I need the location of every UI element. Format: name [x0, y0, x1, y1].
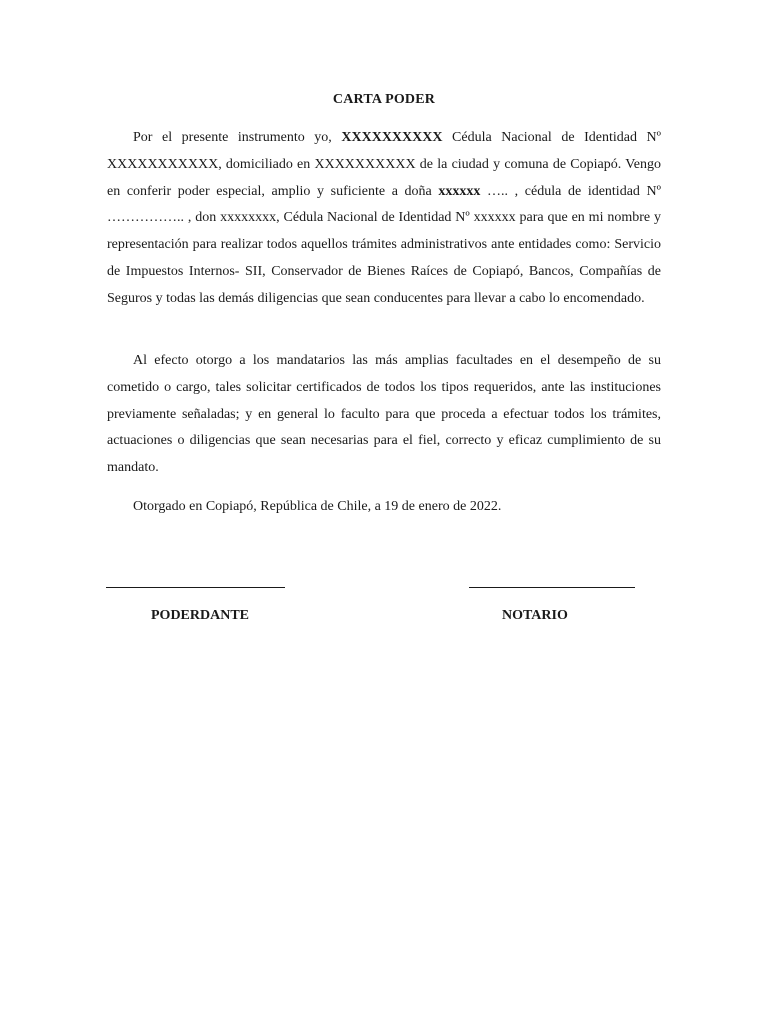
- signature-label-poderdante: PODERDANTE: [151, 608, 250, 623]
- paragraph-date-place: [107, 494, 661, 521]
- p1-text-1: Por el presente instrumento yo,: [133, 130, 342, 145]
- document-title: CARTA PODER: [332, 92, 436, 107]
- p2-text: Al efecto otorgo a los mandatarios las más amplias facultades en el desempeño de su cometido o cargo, tales solicitar certificados de todos los tipos requeridos, ante las instituciones previamente señaladas; y en general lo faculto para que proceda a efectuar todos los trámites, actuaciones o diligencias que sean necesarias para el fiel, correcto y eficaz cumplimiento de su mandato.: [107, 353, 661, 476]
- paragraph-grant-of-power: [107, 125, 661, 313]
- paragraph-faculties: [107, 348, 661, 482]
- p3-text: Otorgado en Copiapó, República de Chile, a 19 de enero de 2022.: [133, 499, 502, 514]
- attorney-name-placeholder: xxxxxx: [438, 183, 481, 199]
- p1-text-3: ….. , cédula de identidad Nº …………….. , don xxxxxxxx, Cédula Nacional de Identidad Nº xxxxxx para que en mi nombre y representación para realizar todos aquellos trámites administrativos ante entidades como: Servicio de Impuestos Internos- SII, Conservador de Bienes Raíces de Copiapó, Bancos, Compañías de Seguros y todas las demás diligencias que sean conducentes para llevar a cabo lo encomendado.: [107, 183, 661, 306]
- signature-label-notario: NOTARIO: [502, 608, 568, 623]
- signature-line-poderdante: [106, 587, 285, 588]
- grantor-name-placeholder: XXXXXXXXXX: [341, 130, 443, 145]
- p1-text-2: Cédula Nacional de Identidad Nº XXXXXXXXXXX, domiciliado en XXXXXXXXXX de la ciudad y comuna de Copiapó. Vengo en conferir poder especial, amplio y suficiente a doña: [107, 130, 661, 199]
- signature-line-notario: [469, 587, 635, 588]
